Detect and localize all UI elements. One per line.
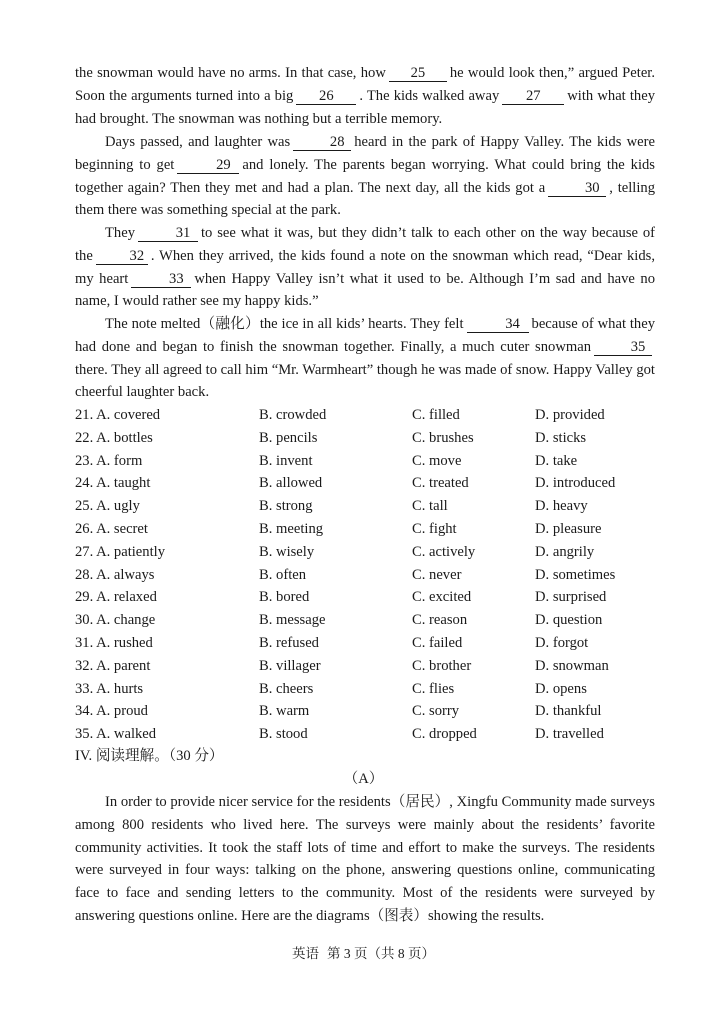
text: The note melted（融化）the ice in all kids’ hearts. They felt <box>105 316 464 332</box>
blank-33: 33 <box>131 271 191 288</box>
option-c: C. reason <box>412 612 468 629</box>
option-c: C. tall <box>412 498 448 515</box>
option-a: 24. A. taught <box>75 475 151 492</box>
option-row-25 <box>75 495 675 518</box>
option-b: B. warm <box>259 703 310 720</box>
blank-29: 29 <box>177 157 239 174</box>
option-b: B. stood <box>259 726 308 743</box>
option-d: D. provided <box>535 407 605 423</box>
option-d: D. sticks <box>535 429 587 446</box>
option-row-32 <box>75 655 675 678</box>
option-b: B. cheers <box>259 680 314 697</box>
option-row-30 <box>75 609 675 632</box>
option-c: C. brushes <box>412 429 474 446</box>
option-b: B. wisely <box>259 543 315 560</box>
option-a: 34. A. proud <box>75 703 148 720</box>
option-b: B. message <box>259 612 326 629</box>
options-list <box>75 404 675 746</box>
text: . When they arrived, the kids found a note on the snowman which read, “Dear kids, my heart <box>75 247 655 287</box>
option-d: D. question <box>535 612 603 629</box>
option-row-26 <box>75 518 675 541</box>
option-b: B. bored <box>259 589 310 606</box>
option-c: C. never <box>412 566 462 583</box>
option-a: 35. A. walked <box>75 726 157 743</box>
option-a: 28. A. always <box>75 566 155 583</box>
option-d: D. sometimes <box>535 566 616 583</box>
blank-35: 35 <box>594 339 652 356</box>
option-row-27 <box>75 541 675 564</box>
option-c: C. move <box>412 452 462 469</box>
footer-page-number: 第 3 页（共 8 页） <box>327 946 435 961</box>
option-b: B. often <box>259 566 307 583</box>
option-d: D. travelled <box>535 726 604 743</box>
option-c: C. fight <box>412 520 457 537</box>
option-row-31 <box>75 632 675 655</box>
option-a: 31. A. rushed <box>75 634 153 651</box>
option-d: D. thankful <box>535 703 602 720</box>
text: , telling them there was something special at the park. <box>75 179 655 219</box>
option-d: D. snowman <box>535 657 609 674</box>
option-c: C. dropped <box>412 726 477 743</box>
option-a: 27. A. patiently <box>75 543 165 560</box>
text: he would look then,” argued Peter. Soon the arguments turned into a big <box>75 65 656 104</box>
option-a: 22. A. bottles <box>75 429 153 446</box>
option-b: B. pencils <box>259 429 318 446</box>
blank-31: 31 <box>138 225 198 242</box>
option-c: C. brother <box>412 657 472 674</box>
text: to see what it was, but they didn’t talk to each other on the way because of the <box>75 225 655 264</box>
option-a: 29. A. relaxed <box>75 589 157 606</box>
option-a: 32. A. parent <box>75 657 151 674</box>
blank-28: 28 <box>293 134 351 151</box>
page-footer <box>0 942 727 962</box>
passage-paragraph-2 <box>75 131 655 222</box>
option-c: C. sorry <box>412 703 460 720</box>
text: and lonely. The parents began worrying. What could bring the kids together again? Then they met and had a plan. The next day, all the kids got a <box>75 156 655 196</box>
text: Days passed, and laughter was <box>105 134 291 150</box>
section-title: IV. 阅读理解。（30 分） <box>75 748 224 764</box>
option-d: D. surprised <box>535 589 607 606</box>
text: heard in the park of Happy Valley. The kids were beginning to get <box>75 134 655 173</box>
option-row-21 <box>75 404 675 427</box>
option-b: B. refused <box>259 634 319 651</box>
text: . The kids walked away <box>359 87 500 104</box>
option-row-24 <box>75 472 675 495</box>
text: the snowman would have no arms. In that case, how <box>75 65 386 81</box>
option-b: B. allowed <box>259 475 323 492</box>
blank-27: 27 <box>502 88 564 105</box>
option-d: D. angrily <box>535 543 595 560</box>
option-row-35 <box>75 723 675 746</box>
option-c: C. excited <box>412 589 472 606</box>
option-c: C. filled <box>412 407 460 423</box>
option-b: B. strong <box>259 498 313 515</box>
option-d: D. pleasure <box>535 520 602 537</box>
blank-32: 32 <box>96 248 148 265</box>
option-a: 30. A. change <box>75 612 156 629</box>
option-d: D. introduced <box>535 475 616 492</box>
option-row-23 <box>75 450 675 473</box>
passage-paragraph-4 <box>75 313 655 404</box>
option-row-29 <box>75 586 675 609</box>
option-b: B. meeting <box>259 520 324 537</box>
option-a: 23. A. form <box>75 452 143 469</box>
option-c: C. actively <box>412 543 476 560</box>
option-d: D. opens <box>535 680 587 697</box>
option-a: 33. A. hurts <box>75 680 144 697</box>
option-a: 21. A. covered <box>75 407 161 423</box>
text: there. They all agreed to call him “Mr. Warmheart” though he was made of snow. Happy Valley got cheerful laughter back. <box>75 361 655 401</box>
passage-paragraph-3 <box>75 222 655 313</box>
option-row-28 <box>75 564 675 587</box>
option-d: D. heavy <box>535 498 588 515</box>
text: when Happy Valley isn’t what it used to be. Although I’m sad and have no name, I would rather see my happy kids.” <box>75 270 655 310</box>
blank-25: 25 <box>389 65 447 82</box>
text: They <box>105 225 135 241</box>
option-row-33 <box>75 678 675 701</box>
option-a: 25. A. ugly <box>75 498 140 515</box>
footer-subject: 英语 <box>292 946 319 961</box>
option-row-34 <box>75 700 675 723</box>
blank-26: 26 <box>296 88 356 105</box>
blank-30: 30 <box>548 180 606 197</box>
text: because of what they had done and began to finish the snowman together. Finally, a much cuter snowman <box>75 316 656 355</box>
option-a: 26. A. secret <box>75 520 148 537</box>
option-d: D. forgot <box>535 634 589 651</box>
option-b: B. villager <box>259 657 321 674</box>
reading-passage-a: In order to provide nicer service for the residents（居民）, Xingfu Community made surveys among 800 residents who lived here. The surveys were mainly about the residents’ favorite community activities. It took the staff lots of time and effort to make the surveys. The residents were surveyed in four ways: talking on the phone, answering questions online, communicating face to face and sending letters to the community. Most of the residents were surveyed by answering questions online. Here are the diagrams（图表）showing the results. <box>75 794 655 924</box>
text: with what they had brought. The snowman was nothing but a terrible memory. <box>75 87 655 127</box>
section-subtitle: （A） <box>343 771 384 787</box>
passage-paragraph-1 <box>75 62 655 130</box>
option-row-22 <box>75 427 675 450</box>
option-b: B. crowded <box>259 407 327 423</box>
option-c: C. failed <box>412 634 463 651</box>
option-b: B. invent <box>259 452 313 469</box>
blank-34: 34 <box>467 316 529 333</box>
option-c: C. treated <box>412 475 469 492</box>
option-c: C. flies <box>412 680 455 697</box>
option-d: D. take <box>535 452 578 469</box>
